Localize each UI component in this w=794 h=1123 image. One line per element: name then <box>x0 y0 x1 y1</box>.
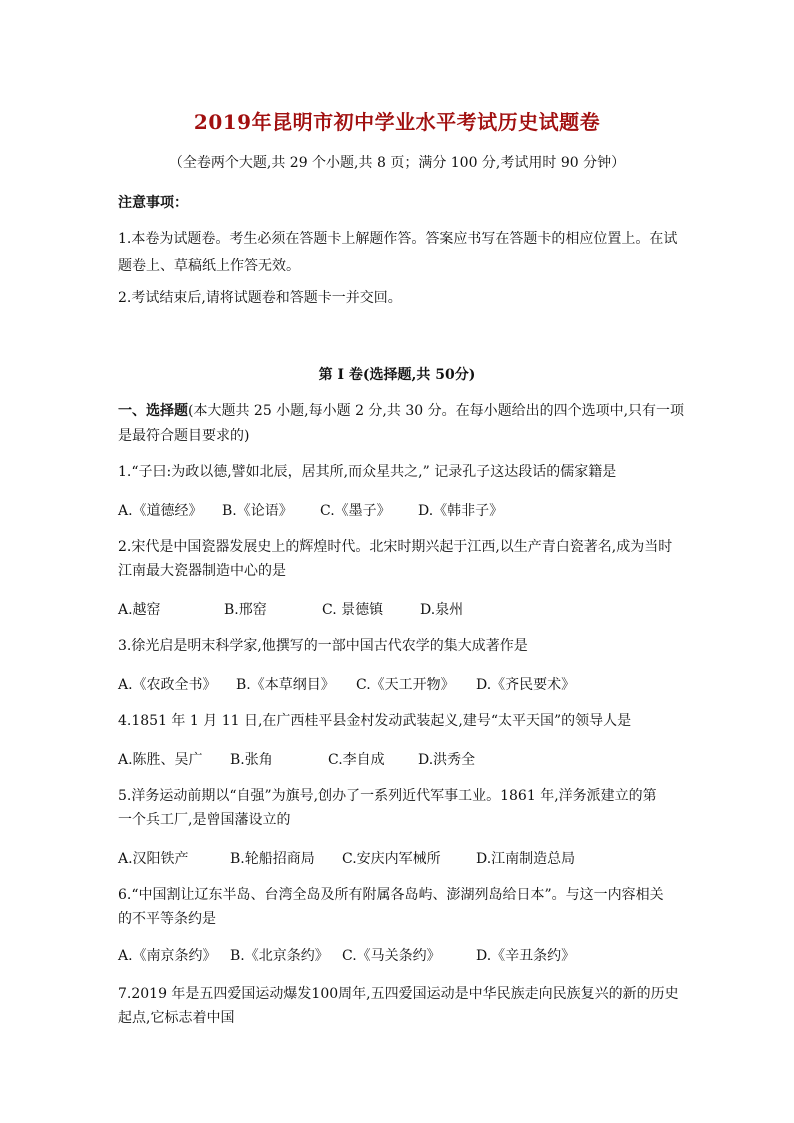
option-c: C.《马关条约》 <box>342 948 441 964</box>
question-4: 4.1851 年 1 月 11 日,在广西桂平县金村发动武装起义,建号“太平天国”的领导人是 <box>118 713 632 729</box>
exam-info: （全卷两个大题,共 29 个小题,共 8 页；满分 100 分,考试用时 90 分钟） <box>168 155 626 171</box>
option-a: A.陈胜、吴广 <box>118 752 203 768</box>
section-intro-text: (本大题共 25 小题,每小题 2 分,共 30 分。在每小题给出的四个选项中,只有一项 <box>188 403 685 419</box>
question-5-cont: 一个兵工厂,是曾国藩设立的 <box>118 812 291 828</box>
question-6: 6.“中国割让辽东半岛、台湾全岛及所有附属各岛屿、澎湖列岛给日本”。与这一内容相关 <box>118 887 664 903</box>
option-d: D.《齐民要术》 <box>476 677 576 693</box>
question-1: 1.“子曰:为政以德,譬如北辰，居其所,而众星共之,” 记录孔子这达段话的儒家籍是 <box>118 464 617 480</box>
option-b: B.轮船招商局 <box>230 851 315 867</box>
page-title: 2019年昆明市初中学业水平考试历史试题卷 <box>193 110 601 134</box>
option-d: D.泉州 <box>420 602 464 618</box>
question-3-options <box>118 674 575 694</box>
notice-item-1-cont: 题卷上、草稿纸上作答无效。 <box>118 258 300 274</box>
option-c: C.《墨子》 <box>320 503 391 519</box>
option-b: B.《论语》 <box>222 503 293 519</box>
question-1-options <box>118 500 503 520</box>
option-d: D.江南制造总局 <box>476 851 576 867</box>
question-7: 7.2019 年是五四爱国运动爆发100周年,五四爱国运动是中华民族走向民族复兴的新的历史 <box>118 986 679 1002</box>
option-a: A.《道德经》 <box>118 503 203 519</box>
option-c: C.李自成 <box>328 752 385 768</box>
option-d: D.《辛丑条约》 <box>476 948 576 964</box>
section-intro-cont: 是最符合题目要求的) <box>118 428 250 444</box>
option-d: D.洪秀全 <box>418 752 476 768</box>
option-a: A.越窑 <box>118 602 161 618</box>
option-a: A.《南京条约》 <box>118 948 217 964</box>
option-c: C.安庆内军械所 <box>342 851 441 867</box>
question-6-cont: 的不平等条约是 <box>118 911 216 927</box>
question-2-cont: 江南最大瓷器制造中心的是 <box>118 563 286 579</box>
notice-heading: 注意事项： <box>118 195 188 211</box>
question-7-cont: 起点,它标志着中国 <box>118 1010 235 1026</box>
section-intro-label: 一、选择题 <box>118 403 188 419</box>
option-c: C. 景德镇 <box>322 602 384 618</box>
notice-item-1: 1.本卷为试题卷。考生必须在答题卡上解题作答。答案应书写在答题卡的相应位置上。在试 <box>118 231 678 247</box>
option-a: A.《农政全书》 <box>118 677 217 693</box>
option-b: B.邢窑 <box>224 602 267 618</box>
question-2-options <box>118 599 463 619</box>
option-c: C.《天工开物》 <box>356 677 455 693</box>
option-b: B.张角 <box>230 752 273 768</box>
option-d: D.《韩非子》 <box>418 503 504 519</box>
option-b: B.《本草纲目》 <box>236 677 335 693</box>
question-5-options <box>118 848 575 868</box>
option-b: B.《北京条约》 <box>230 948 329 964</box>
question-5: 5.洋务运动前期以“自强”为旗号,创办了一系列近代军事工业。1861 年,洋务派建立的第 <box>118 788 657 804</box>
section-title: 第 Ⅰ 卷(选择题,共 50分) <box>318 367 476 383</box>
question-2: 2.宋代是中国瓷器发展史上的辉煌时代。北宋时期兴起于江西,以生产青白瓷著名,成为当时 <box>118 539 673 555</box>
question-6-options <box>118 945 575 965</box>
option-a: A.汉阳铁产 <box>118 851 189 867</box>
notice-item-2: 2.考试结束后,请将试题卷和答题卡一并交回。 <box>118 290 402 306</box>
question-3: 3.徐光启是明末科学家,他撰写的一部中国古代农学的集大成著作是 <box>118 638 528 654</box>
section-intro <box>118 397 684 425</box>
question-4-options <box>118 749 475 769</box>
